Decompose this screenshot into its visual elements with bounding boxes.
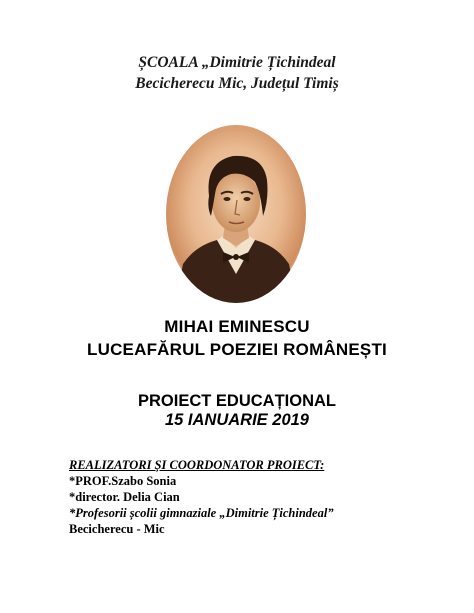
- eminescu-portrait-icon: [165, 124, 307, 304]
- project-date: 15 IANUARIE 2019: [165, 411, 309, 429]
- credits-line: *director. Delia Cian: [69, 490, 180, 504]
- title-line-2: LUCEAFĂRUL POEZIEI ROMÂNEȘTI: [87, 340, 387, 359]
- credits-line: *Profesorii școlii gimnaziale „Dimitrie Țichindeal”: [69, 506, 334, 520]
- credits-block: [69, 457, 429, 537]
- school-location: Becicherecu Mic, Județul Timiș: [135, 75, 339, 92]
- credits-heading: REALIZATORI ȘI COORDONATOR PROIECT:: [69, 458, 325, 472]
- credits-line: *PROF.Szabo Sonia: [69, 474, 177, 488]
- title-line-1: MIHAI EMINESCU: [164, 317, 310, 336]
- credits-line: Becicherecu - Mic: [69, 522, 165, 536]
- project-label: PROIECT EDUCAȚIONAL: [138, 392, 336, 410]
- school-name: ȘCOALA „Dimitrie Țichindeal: [138, 54, 336, 71]
